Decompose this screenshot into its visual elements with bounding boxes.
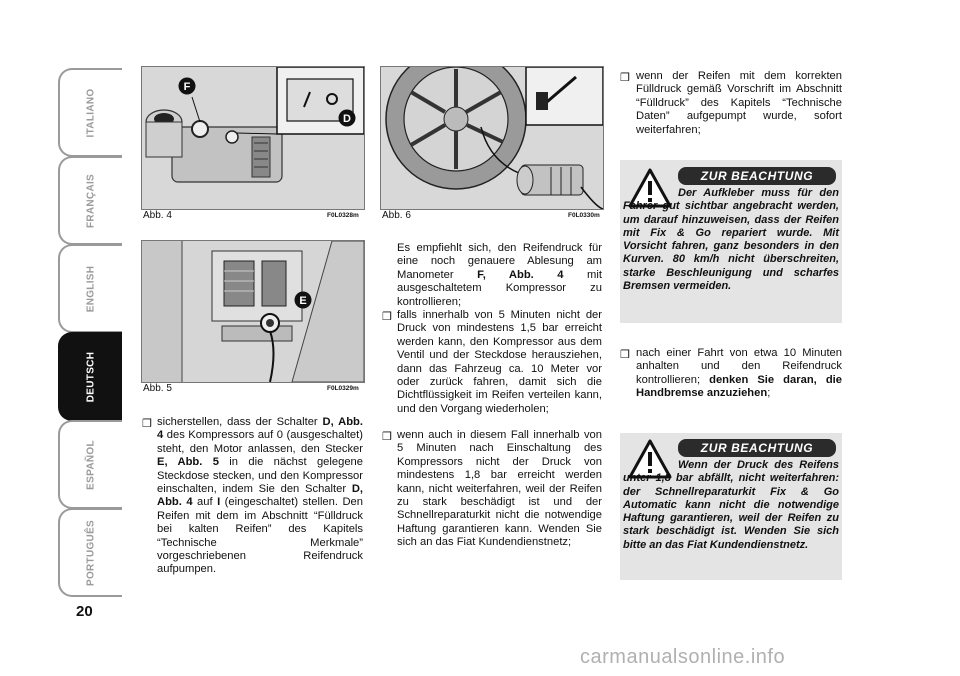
- bullet-icon: ❒: [382, 311, 392, 323]
- tab-francais[interactable]: [58, 156, 122, 245]
- tab-deutsch[interactable]: [58, 332, 122, 421]
- manometer-note: Es empfiehlt sich, den Reifendruck für eine noch genauere Ablesung am Manometer F, Abb. 4 mit ausgeschaltetem Kompressor zu kontrollieren;: [397, 242, 602, 308]
- figure-abb6: [380, 66, 604, 210]
- caption-abb6: Abb. 6: [382, 210, 411, 221]
- tab-label: ESPAÑOL: [85, 439, 97, 490]
- warning-title: ZUR BEACHTUNG: [678, 439, 836, 457]
- wheel-compressor-illustration: [381, 67, 603, 209]
- instruction-check-pressure: nach einer Fahrt von etwa 10 Minuten anhalten und den Reifendruck kontrollieren; denken Sie daran, die Handbremse anzuziehen;: [636, 347, 842, 400]
- warning-box-1: [620, 160, 842, 323]
- socket-illustration: [142, 241, 364, 382]
- code-abb5: F0L0329m: [327, 385, 359, 392]
- label-e-badge: [294, 291, 312, 309]
- label-f-badge: [178, 77, 196, 95]
- warning-text: Der Aufkleber muss für den Fahrer gut sichtbar angebracht werden, um darauf hinzuweisen, dass der Reifen mit Fix & Go repariert wurde. Mit Vorsicht fahren, ganz besonders in den Kurven. 80 km/h nicht überschreiten, starke Beschleunigung und scharfes Bremsen vermeiden.: [623, 187, 839, 293]
- figure-abb5: [141, 240, 365, 383]
- tab-espanol[interactable]: [58, 420, 122, 509]
- instruction-continue: wenn der Reifen mit dem korrekten Fülldruck gemäß Vorschrift im Abschnitt “Fülldruck” des Kapitels “Technische Daten” aufgepumpt wurde, sofort weiterfahren;: [636, 70, 842, 136]
- tab-label: ENGLISH: [85, 265, 97, 312]
- label-d-badge: [338, 109, 356, 127]
- tab-english[interactable]: [58, 244, 122, 333]
- watermark: carmanualsonline.info: [580, 646, 786, 668]
- page-number: 20: [76, 603, 93, 620]
- caption-abb4: Abb. 4: [143, 210, 172, 221]
- instruction-stop: wenn auch in diesem Fall innerhalb von 5 Minuten nach Einschaltung des Kompressors nicht der Druck von mindestens 1,8 bar erreicht werden kann, nicht weiterfahren, weil der Reifen zu stark beschädigt ist und der Schnellreparaturkit nicht die notwendige Haftung garantieren kann. Wenden Sie sich an das Fiat Kundendienstnetz;: [397, 429, 602, 549]
- figure-abb4: [141, 66, 365, 210]
- code-abb6: F0L0330m: [568, 212, 600, 219]
- tab-label: ITALIANO: [85, 88, 97, 137]
- warning-title: ZUR BEACHTUNG: [678, 167, 836, 185]
- compressor-illustration: [142, 67, 364, 209]
- bullet-icon: ❒: [142, 418, 152, 430]
- bullet-icon: ❒: [620, 349, 630, 361]
- caption-abb5: Abb. 5: [143, 383, 172, 394]
- bullet-icon: ❒: [620, 72, 630, 84]
- tab-italiano[interactable]: [58, 68, 122, 157]
- instruction-switch-off: sicherstellen, dass der Schalter D, Abb. 4 des Kompressors auf 0 (ausgeschaltet) steht, den Motor anlassen, den Stecker E, Abb. 5 in die nächst gelegene Steckdose stecken, und den Kompressor einschalten, indem Sie den Schalter D, Abb. 4 auf I (eingeschaltet) stellen. Den Reifen mit dem im Abschnitt “Fülldruck bei kalten Reifen” des Kapitels “Technische Merkmale” vorgeschriebenen Reifendruck aufpumpen.: [157, 416, 364, 576]
- tab-label: DEUTSCH: [85, 351, 97, 402]
- warning-box-2: [620, 433, 842, 580]
- label-d: D: [343, 113, 351, 125]
- label-f: F: [183, 81, 191, 93]
- tab-portugues[interactable]: [58, 508, 122, 597]
- bullet-icon: ❒: [382, 431, 392, 443]
- instruction-retry: falls innerhalb von 5 Minuten nicht der Druck von mindestens 1,5 bar erreicht werden kann, den Kompressor aus dem Ventil und der Steckdose herausziehen, dann das Fahrzeug ca. 10 Meter vor oder zurück fahren, damit sich die Dichtflüssigkeit im Reifen verteilen kann, und den Vorgang wiederholen;: [397, 309, 602, 415]
- tab-label: FRANÇAIS: [85, 173, 97, 228]
- code-abb4: F0L0328m: [327, 212, 359, 219]
- warning-text: Wenn der Druck des Reifens unter 1,8 bar abfällt, nicht weiterfahren: der Schnellreparaturkit Fix & Go Automatic kann nicht die notwendige Haftung garantieren, weil der Reifen zu stark beschädigt ist. Wenden Sie sich bitte an das Fiat Kundendienstnetz.: [623, 459, 839, 551]
- tab-label: PORTUGUÊS: [85, 519, 97, 586]
- label-e: E: [299, 295, 307, 307]
